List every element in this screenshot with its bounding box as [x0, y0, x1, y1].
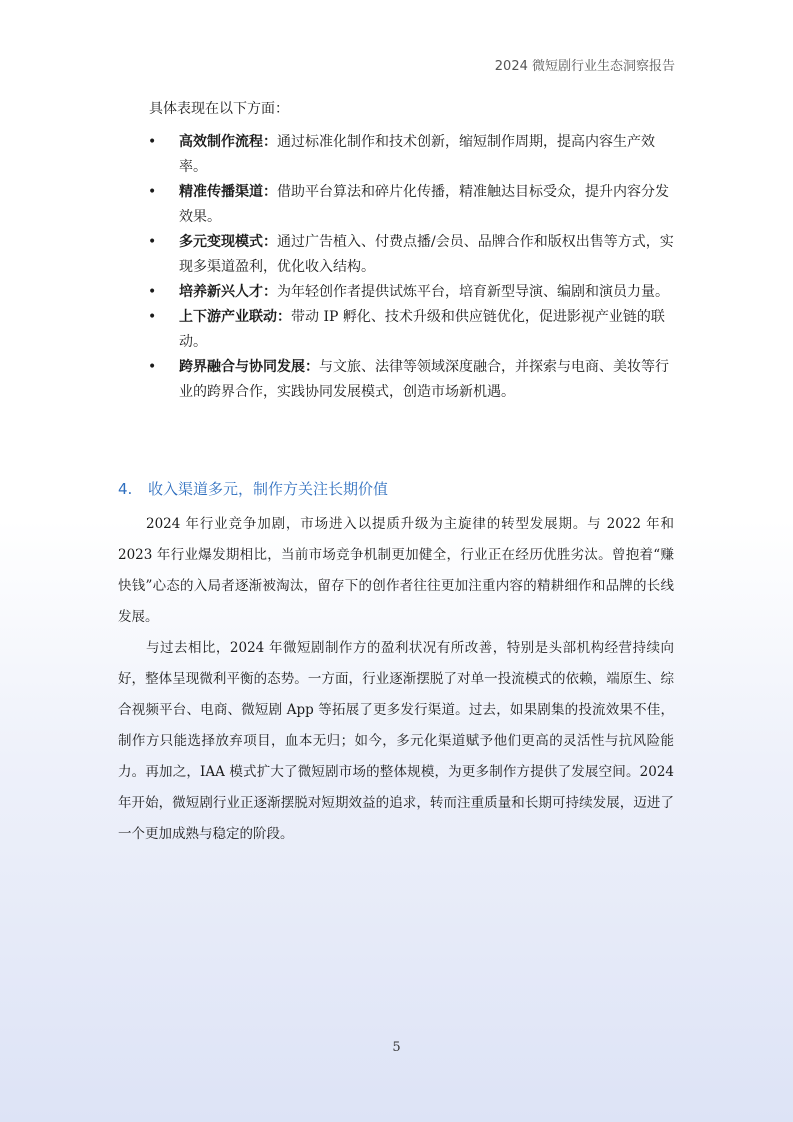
list-item-term: 精准传播渠道： [179, 184, 277, 200]
list-item-term: 跨界融合与协同发展： [179, 359, 319, 375]
list-item-text: 通过标准化制作和技术创新，缩短制作周期，提高内容生产效率。 [179, 134, 655, 175]
bullet-dot: • [148, 359, 157, 375]
list-item [118, 355, 678, 405]
bullet-dot: • [148, 284, 157, 300]
list-item [118, 130, 678, 180]
page-number: 5 [392, 1040, 401, 1055]
bullet-dot: • [148, 234, 157, 250]
list-item-term: 上下游产业联动： [179, 309, 291, 325]
list-item-text: 带动 IP 孵化、技术升级和供应链优化，促进影视产业链的联动。 [179, 309, 665, 350]
list-item-text: 通过广告植入、付费点播/会员、品牌合作和版权出售等方式，实现多渠道盈利，优化收入结构。 [179, 234, 674, 275]
list-item-text: 与文旅、法律等领域深度融合，并探索与电商、美妆等行业的跨界合作，实践协同发展模式，创造市场新机遇。 [179, 359, 669, 400]
list-item [118, 230, 678, 280]
body-paragraph: 2024 年行业竞争加剧，市场进入以提质升级为主旋律的转型发展期。与 2022 年和 2023 年行业爆发期相比，当前市场竞争机制更加健全，行业正在经历优胜劣汰。曾抱着“赚快钱”心态的入局者逐渐被淘汰，留存下的创作者往往更加注重内容的精耕细作和品牌的长线发展。 [118, 516, 674, 625]
bullet-dot: • [148, 309, 157, 325]
bullet-dot: • [148, 184, 157, 200]
section-number: 4. [118, 480, 133, 498]
list-item-text: 借助平台算法和碎片化传播，精准触达目标受众，提升内容分发效果。 [179, 184, 669, 225]
intro-text: 具体表现在以下方面： [149, 101, 289, 117]
list-item-term: 培养新兴人才： [179, 284, 277, 300]
list-item [118, 280, 678, 305]
list-item [118, 305, 678, 355]
section-heading [118, 478, 388, 499]
list-item-term: 高效制作流程： [179, 134, 277, 150]
body-paragraph: 与过去相比，2024 年微短剧制作方的盈利状况有所改善，特别是头部机构经营持续向好，整体呈现微利平衡的态势。一方面，行业逐渐摆脱了对单一投流模式的依赖，端原生、综合视频平台、电商、微短剧 App 等拓展了更多发行渠道。过去，如果剧集的投流效果不佳，制作方只能选择放弃项目，血本无归；如今，多元化渠道赋予他们更高的灵活性与抗风险能力。再加之，IAA 模式扩大了微短剧市场的整体规模，为更多制作方提供了发展空间。2024 年开始，微短剧行业正逐渐摆脱对短期效益的追求，转而注重质量和长期可持续发展，迈进了一个更加成熟与稳定的阶段。 [118, 640, 674, 842]
list-item-term: 多元变现模式： [179, 234, 277, 250]
list-item-text: 为年轻创作者提供试炼平台，培育新型导演、编剧和演员力量。 [277, 284, 669, 300]
running-header: 2024 微短剧行业生态洞察报告 [494, 59, 675, 74]
feature-list [118, 130, 678, 405]
section-title-text: 收入渠道多元，制作方关注长期价值 [148, 480, 389, 498]
bullet-dot: • [148, 134, 157, 150]
list-item [118, 180, 678, 230]
